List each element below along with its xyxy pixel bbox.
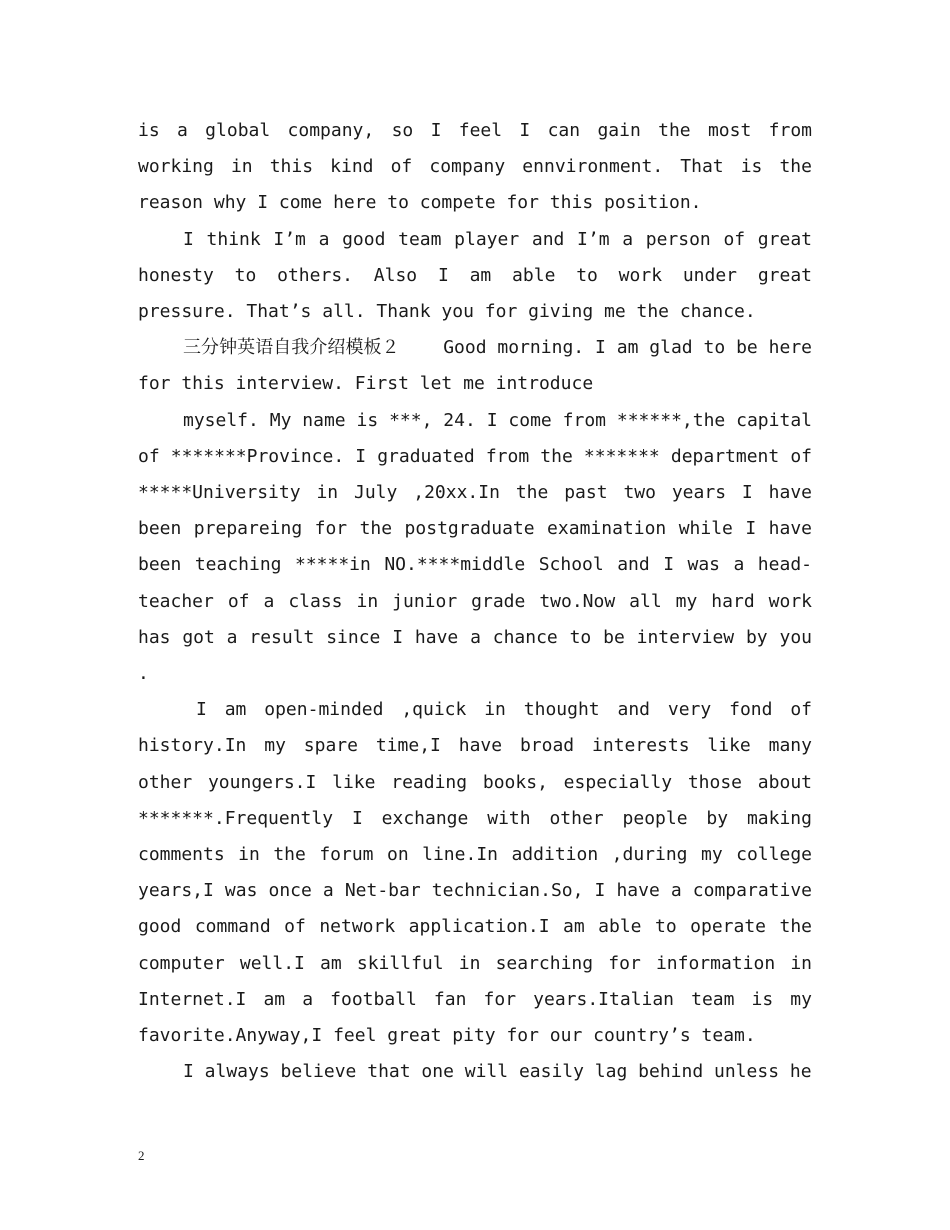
- template-opening-text: Good morning. I am glad to be here for this interview. First let me introduce: [138, 337, 812, 395]
- paragraph-team-player: I think I’m a good team player and I’m a person of great honesty to others. Also I am able to work under great pressure. That’s all. Thank you for giving me the chance.: [138, 228, 812, 323]
- page-number: 2: [138, 1148, 145, 1163]
- paragraph-always-believe: I always believe that one will easily lag behind unless he: [183, 1061, 812, 1083]
- paragraph-myself: myself. My name is ***, 24. I come from ******,the capital of *******Province. I graduated from the ******* department of *****University in July ,20xx.In the past two years I have been prepareing for the postgraduate examination while I have been teaching *****in NO.****middle School and I was a head-teacher of a class in junior grade two.Now all my hard work has got a result since I have a chance to be interview by you .: [138, 409, 812, 685]
- paragraph-continuation: is a global company, so I feel I can gain the most from working in this kind of company ennvironment. That is the reason why I come here to compete for this position.: [138, 120, 812, 214]
- template-heading: 三分钟英语自我介绍模板２: [183, 337, 400, 359]
- body-text: [138, 113, 812, 1090]
- paragraph-open-minded: I am open-minded ,quick in thought and very fond of history.In my spare time,I have broad interests like many other youngers.I like reading books, especially those about *******.Frequently I exchange with other people by making comments in the forum on line.In addition ,during my college years,I was once a Net-bar technician.So, I have a comparative good command of network application.I am able to operate the computer well.I am skillful in searching for information in Internet.I am a football fan for years.Italian team is my favorite.Anyway,I feel great pity for our country’s team.: [138, 699, 812, 1047]
- paragraph-template-2-opening: [138, 330, 812, 402]
